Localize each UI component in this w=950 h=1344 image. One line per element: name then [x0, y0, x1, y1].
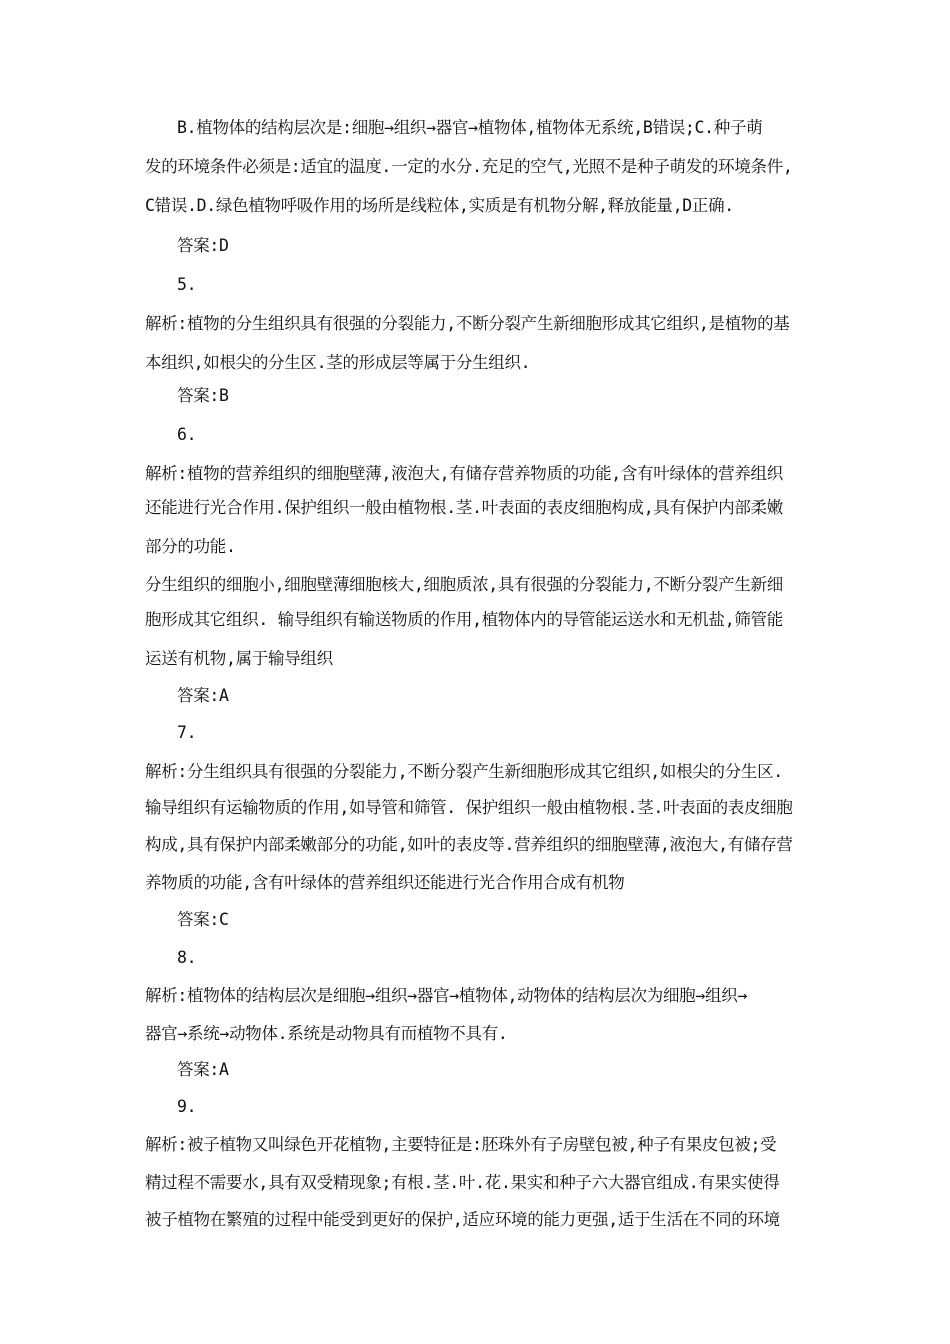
- text-line: 解析:植物的分生组织具有很强的分裂能力,不断分裂产生新细胞形成其它组织,是植物的基: [145, 314, 790, 333]
- question-number: 6.: [177, 425, 197, 444]
- text-line: 器官→系统→动物体.系统是动物具有而植物不具有.: [145, 1024, 508, 1043]
- text-line: 解析:被子植物又叫绿色开花植物,主要特征是:胚珠外有子房壁包被,种子有果皮包被;受: [145, 1135, 777, 1154]
- text-line: C错误.D.绿色植物呼吸作用的场所是线粒体,实质是有机物分解,释放能量,D正确.: [145, 196, 734, 215]
- text-line: 构成,具有保护内部柔嫩部分的功能,如叶的表皮等.营养组织的细胞壁薄,液泡大,有储存营: [145, 835, 793, 854]
- question-number: 8.: [177, 948, 197, 967]
- text-line: 还能进行光合作用.保护组织一般由植物根.茎.叶表面的表皮细胞构成,具有保护内部柔嫩: [145, 498, 783, 517]
- text-line: 部分的功能.: [145, 537, 236, 556]
- text-line: 分生组织的细胞小,细胞壁薄细胞核大,细胞质浓,具有很强的分裂能力,不断分裂产生新细: [145, 575, 783, 594]
- text-line: 养物质的功能,含有叶绿体的营养组织还能进行光合作用合成有机物: [145, 873, 625, 892]
- text-line: 解析:植物的营养组织的细胞壁薄,液泡大,有储存营养物质的功能,含有叶绿体的营养组织: [145, 464, 783, 483]
- text-line: 本组织,如根尖的分生区.茎的形成层等属于分生组织.: [145, 353, 531, 372]
- question-number: 5.: [177, 275, 197, 294]
- answer-line: 答案:B: [177, 386, 229, 405]
- answer-line: 答案:A: [177, 1060, 229, 1079]
- answer-line: 答案:C: [177, 910, 229, 929]
- text-line: 运送有机物,属于输导组织: [145, 649, 333, 668]
- text-line: 胞形成其它组织. 输导组织有输送物质的作用,植物体内的导管能运送水和无机盐,筛管能: [145, 610, 783, 629]
- text-line: 解析:分生组织具有很强的分裂能力,不断分裂产生新细胞形成其它组织,如根尖的分生区.: [145, 762, 783, 781]
- text-line: B.植物体的结构层次是:细胞→组织→器官→植物体,植物体无系统,B错误;C.种子萌: [177, 118, 763, 137]
- text-line: 被子植物在繁殖的过程中能受到更好的保护,适应环境的能力更强,适于生活在不同的环境: [145, 1210, 780, 1229]
- answer-line: 答案:A: [177, 686, 229, 705]
- question-number: 7.: [177, 723, 197, 742]
- text-line: 解析:植物体的结构层次是细胞→组织→器官→植物体,动物体的结构层次为细胞→组织→: [145, 986, 748, 1005]
- answer-line: 答案:D: [177, 236, 229, 255]
- text-line: 输导组织有运输物质的作用,如导管和筛管. 保护组织一般由植物根.茎.叶表面的表皮细胞: [145, 798, 793, 817]
- question-number: 9.: [177, 1097, 197, 1116]
- text-line: 精过程不需要水,具有双受精现象;有根.茎.叶.花.果实和种子六大器官组成.有果实使得: [145, 1173, 780, 1192]
- text-line: 发的环境条件必须是:适宜的温度.一定的水分.充足的空气,光照不是种子萌发的环境条件,: [145, 157, 793, 176]
